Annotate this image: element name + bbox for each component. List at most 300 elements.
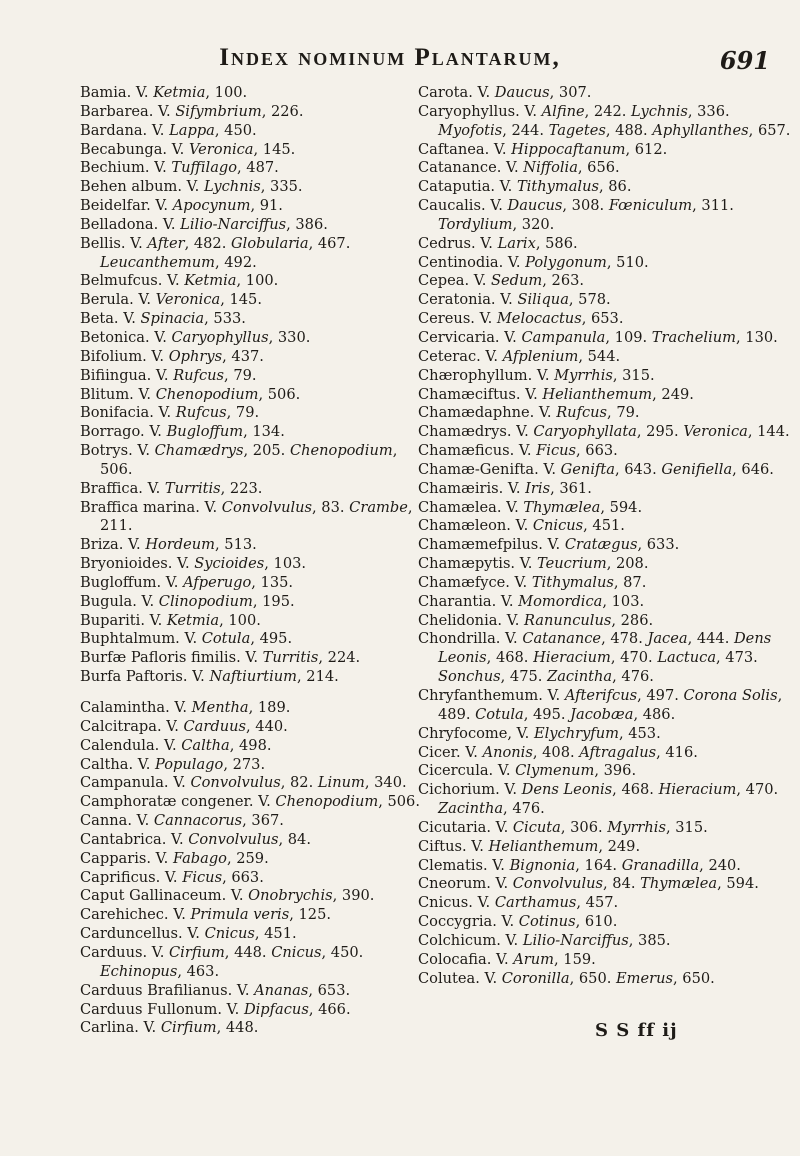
entry-text: , 159. xyxy=(554,950,596,968)
index-entry xyxy=(418,819,798,838)
entry-text: Ceterac. V. xyxy=(418,347,503,365)
index-entry xyxy=(80,756,430,775)
cross-reference: Chenopodium xyxy=(289,442,393,460)
cross-reference: Genifiella xyxy=(661,460,733,478)
cross-reference: Fabago xyxy=(172,849,227,867)
cross-reference: Ficus xyxy=(182,868,223,886)
index-entry xyxy=(80,630,430,649)
index-entry xyxy=(80,555,430,574)
entry-text: , 244. xyxy=(502,121,549,139)
cross-reference: Hieracium xyxy=(533,649,611,667)
entry-text: Carduus Brafilianus. V. xyxy=(80,981,255,999)
entry-text: Carduus Fullonum. V. xyxy=(80,1000,244,1018)
entry-text: , 486. xyxy=(633,705,676,723)
entry-text: Capparis. V. xyxy=(80,849,173,867)
index-entry xyxy=(418,593,798,612)
entry-text: , 646. xyxy=(732,460,774,478)
cross-reference: Zacintha xyxy=(547,668,613,686)
entry-text: , 390. xyxy=(332,887,375,905)
entry-text: , 214. xyxy=(297,668,339,686)
entry-text: Clematis. V. xyxy=(418,856,510,874)
cross-reference: Cotula xyxy=(475,705,524,723)
index-entry xyxy=(418,574,798,593)
index-entry xyxy=(80,574,430,593)
index-entry xyxy=(418,423,798,442)
index-entry xyxy=(418,725,798,744)
entry-text: Behen album. V. xyxy=(80,178,204,196)
cross-reference: Convolvulus xyxy=(188,830,279,848)
cross-reference: Ketmia xyxy=(184,272,237,290)
cross-reference: Anonis xyxy=(482,743,533,761)
cross-reference: Jacobæa xyxy=(570,705,634,723)
entry-text: Chamæ-Genifta. V. xyxy=(418,460,561,478)
index-entry xyxy=(418,536,798,555)
index-entry xyxy=(80,310,430,329)
entry-text: , 440. xyxy=(246,717,288,735)
index-entry xyxy=(418,103,798,141)
cross-reference: Lychnis xyxy=(203,178,261,196)
entry-text: Chamædrys. V. xyxy=(418,423,534,441)
index-entry xyxy=(80,480,430,499)
index-entry xyxy=(418,367,798,386)
index-column-left xyxy=(80,84,430,1038)
page-number: 691 xyxy=(719,46,770,75)
entry-text: Campanula. V. xyxy=(80,774,191,792)
cross-reference: Mentha xyxy=(191,699,249,716)
cross-reference: Primula veris xyxy=(190,906,290,924)
entry-text: , 134. xyxy=(243,423,285,441)
index-entry xyxy=(418,141,798,160)
entry-text: Carehichec. V. xyxy=(80,906,191,924)
cross-reference: Alfine xyxy=(541,102,585,120)
entry-text: , 224. xyxy=(318,649,361,667)
cross-reference: Tithymalus xyxy=(516,178,599,196)
entry-text: , 336. xyxy=(687,102,730,120)
cross-reference: Afterifcus xyxy=(564,687,638,704)
entry-text: , 307. xyxy=(549,84,592,101)
entry-text: Burfa Paftoris. V. xyxy=(80,668,210,686)
entry-text: , 335. xyxy=(260,178,303,196)
cross-reference: Ketmia xyxy=(153,84,206,101)
entry-text: , 467. xyxy=(308,234,351,252)
entry-text: Charantia. V. xyxy=(418,592,519,610)
index-entry xyxy=(418,762,798,781)
entry-text: , 470. xyxy=(736,781,779,799)
entry-text: , 86. xyxy=(598,178,632,196)
entry-text: Chamæiris. V. xyxy=(418,479,526,497)
cross-reference: Thymælea xyxy=(523,498,601,516)
entry-text: Bardana. V. xyxy=(80,121,170,139)
entry-text: , 361. xyxy=(550,479,592,497)
entry-text: , 83. xyxy=(312,498,350,516)
cross-reference: Lappa xyxy=(169,121,215,139)
entry-text: , 125. xyxy=(289,906,331,924)
entry-text: Cepea. V. xyxy=(418,272,492,290)
cross-reference: Melocactus xyxy=(496,310,582,328)
cross-reference: Hordeum xyxy=(145,536,216,554)
index-entry xyxy=(80,499,430,537)
index-entry xyxy=(80,386,430,405)
entry-text: Chondrilla. V. xyxy=(418,630,523,648)
entry-text: Cneorum. V. xyxy=(418,875,513,893)
index-entry xyxy=(80,906,430,925)
cross-reference: Bugloffum xyxy=(166,423,244,441)
cross-reference: Dens Leonis xyxy=(521,781,613,799)
cross-reference: Tuffilago xyxy=(171,159,238,177)
entry-text: Cicer. V. xyxy=(418,743,483,761)
entry-text: Buphtalmum. V. xyxy=(80,630,202,648)
cross-reference: Ophrys xyxy=(168,347,223,365)
cross-reference: Niffolia xyxy=(523,159,578,177)
index-entry xyxy=(80,348,430,367)
entry-text: , 612. xyxy=(625,140,668,158)
index-entry xyxy=(80,850,430,869)
index-entry xyxy=(80,869,430,888)
entry-text: , 650. xyxy=(569,969,617,987)
entry-text: Botrys. V. xyxy=(80,442,155,460)
cross-reference: Zacintha xyxy=(438,800,504,818)
entry-text: , 476. xyxy=(503,800,545,818)
entry-text: Canna. V. xyxy=(80,812,154,830)
index-entry xyxy=(80,593,430,612)
entry-text: Burfæ Pafloris fimilis. V. xyxy=(80,649,263,667)
index-column-right xyxy=(418,84,798,989)
index-entry xyxy=(80,1001,430,1020)
entry-text: , 473. xyxy=(716,649,758,667)
entry-text: Carduus. V. xyxy=(80,943,170,961)
cross-reference: Myrrhis xyxy=(607,818,666,836)
entry-text: Bupariti. V. xyxy=(80,611,167,629)
cross-reference: Sycioides xyxy=(194,555,265,573)
cross-reference: Ananas xyxy=(254,981,309,999)
entry-text: Bellis. V. xyxy=(80,234,148,252)
entry-text: , 451. xyxy=(254,925,297,943)
index-entry xyxy=(80,612,430,631)
entry-text: , 100. xyxy=(205,84,248,101)
cross-reference: Aphyllanthes xyxy=(652,121,749,139)
entry-text: Chryfanthemum. V. xyxy=(418,687,565,704)
cross-reference: Granadilla xyxy=(621,856,700,874)
entry-text: , 91. xyxy=(250,197,283,215)
entry-text: Briza. V. xyxy=(80,536,146,554)
entry-text: Ceratonia. V. xyxy=(418,291,518,309)
index-entry xyxy=(80,122,430,141)
cross-reference: Fœniculum xyxy=(608,197,693,215)
entry-text: , 476. xyxy=(612,668,654,686)
entry-text: , 450. xyxy=(321,943,364,961)
index-entry xyxy=(80,737,430,756)
entry-text: , 468. xyxy=(486,649,534,667)
cross-reference: Momordica xyxy=(518,592,603,610)
entry-text: Bifiingua. V. xyxy=(80,366,174,384)
cross-reference: Cicuta xyxy=(512,818,561,836)
entry-text: , 386. xyxy=(286,215,328,233)
entry-text: , 205. xyxy=(243,442,290,460)
entry-text: Belladona. V. xyxy=(80,215,181,233)
entry-text: , 87. xyxy=(613,573,647,591)
cross-reference: Aftragalus xyxy=(579,743,657,761)
index-entry xyxy=(80,831,430,850)
entry-text: , 478. xyxy=(601,630,648,648)
entry-text: , 84. xyxy=(278,830,311,848)
entry-text: Cereus. V. xyxy=(418,310,497,328)
index-entry xyxy=(418,951,798,970)
entry-text: Beta. V. xyxy=(80,310,141,328)
entry-text: Carota. V. xyxy=(418,84,495,101)
cross-reference: Polygonum xyxy=(525,253,607,271)
cross-reference: Convolvulus xyxy=(190,774,281,792)
index-entry xyxy=(418,442,798,461)
entry-text: , 497. xyxy=(637,687,684,704)
cross-reference: Rufcus xyxy=(556,404,608,422)
entry-text: Centinodia. V. xyxy=(418,253,526,271)
entry-text: Bonifacia. V. xyxy=(80,404,176,422)
index-entry xyxy=(80,291,430,310)
index-entry xyxy=(80,1019,430,1038)
entry-text: , 495. xyxy=(250,630,293,648)
entry-text: , 130. xyxy=(736,328,778,346)
entry-text: Braffica. V. xyxy=(80,479,165,497)
cross-reference: Ficus xyxy=(536,442,577,460)
entry-text: , 663. xyxy=(576,442,618,460)
cross-reference: Elychryfum xyxy=(533,724,619,742)
entry-text: Braffica marina. V. xyxy=(80,498,222,516)
entry-text: , 100. xyxy=(219,611,261,629)
cross-reference: Campanula xyxy=(521,328,606,346)
cross-reference: Myofotis xyxy=(438,121,503,139)
index-entry xyxy=(418,630,798,687)
cross-reference: Hippocaftanum xyxy=(511,140,626,158)
entry-text: , 453. xyxy=(618,724,661,742)
cross-reference: Onobrychis xyxy=(248,887,333,905)
cross-reference: Populago xyxy=(155,755,224,773)
entry-text: , 468. xyxy=(612,781,659,799)
cross-reference: Convolvulus xyxy=(512,875,603,893)
entry-text: Bugula. V. xyxy=(80,592,159,610)
entry-text: Colutea. V. xyxy=(418,969,502,987)
index-entry xyxy=(80,668,430,687)
cross-reference: Cannacorus xyxy=(153,812,243,830)
entry-text: Bamia. V. xyxy=(80,84,154,101)
cross-reference: Cnicus xyxy=(271,943,322,961)
cross-reference: Arum xyxy=(513,950,555,968)
index-entry xyxy=(418,499,798,518)
cross-reference: Cnicus xyxy=(532,517,584,535)
entry-text: Beidelfar. V. xyxy=(80,197,173,215)
entry-text: , 492. xyxy=(214,253,257,271)
index-entry xyxy=(418,159,798,178)
entry-text: Chamædaphne. V. xyxy=(418,404,557,422)
entry-text: , 306. xyxy=(560,818,608,836)
entry-text: , 295. xyxy=(636,423,684,441)
entry-text: , 195. xyxy=(252,592,295,610)
entry-text: , 663. xyxy=(222,868,264,886)
entry-text: Colocafia. V. xyxy=(418,950,514,968)
entry-text: , 211. xyxy=(100,498,413,535)
index-entry xyxy=(418,555,798,574)
entry-text: Chamæficus. V. xyxy=(418,442,537,460)
entry-text: , 487. xyxy=(237,159,279,177)
entry-text: , 308. xyxy=(562,197,609,215)
entry-text: Coccygria. V. xyxy=(418,913,519,931)
entry-text: , 315. xyxy=(665,818,708,836)
cross-reference: Spinacia xyxy=(140,310,205,328)
entry-text: , 448. xyxy=(216,1019,259,1037)
cross-reference: Catanance xyxy=(522,630,602,648)
cross-reference: Leucanthemum xyxy=(100,253,215,271)
cross-reference: Cotinus xyxy=(518,913,576,931)
entry-text: , 416. xyxy=(656,743,698,761)
cross-reference: Myrrhis xyxy=(554,366,613,384)
index-entry xyxy=(418,348,798,367)
entry-text: , 450. xyxy=(214,121,257,139)
index-entry xyxy=(418,461,798,480)
entry-text: , 544. xyxy=(578,347,621,365)
cross-reference: Lilio-Narciffus xyxy=(522,931,629,949)
index-entry xyxy=(80,103,430,122)
entry-text: , 451. xyxy=(583,517,625,535)
index-entry xyxy=(418,970,798,989)
entry-text: , 79. xyxy=(607,404,640,422)
cross-reference: Iris xyxy=(525,479,551,497)
entry-text: , 367. xyxy=(242,812,284,830)
entry-text: , 482. xyxy=(184,234,231,252)
cross-reference: Larix xyxy=(497,234,536,252)
index-entry xyxy=(80,925,430,944)
entry-text: , 470. xyxy=(610,649,658,667)
cross-reference: Thymælea xyxy=(640,875,718,893)
entry-text: Bechium. V. xyxy=(80,159,172,177)
entry-text: , 311. xyxy=(692,197,734,215)
cross-reference: Sonchus xyxy=(438,668,501,686)
page-title: Index nominum Plantarum, xyxy=(219,44,561,71)
cross-reference: Cotula xyxy=(201,630,251,648)
cross-reference: Coronilla xyxy=(501,969,570,987)
entry-text: , 340. xyxy=(364,774,407,792)
index-entry xyxy=(418,480,798,499)
index-entry xyxy=(80,944,430,982)
cross-reference: Ranunculus xyxy=(523,611,612,629)
cross-reference: Clinopodium xyxy=(158,592,253,610)
entry-text: Borrago. V. xyxy=(80,423,167,441)
entry-text: Chærophyllum. V. xyxy=(418,366,555,384)
entry-text: , 208. xyxy=(606,555,649,573)
cross-reference: Cratægus xyxy=(564,536,638,554)
index-entry xyxy=(80,159,430,178)
entry-text: Barbarea. V. xyxy=(80,102,176,120)
index-entry xyxy=(418,235,798,254)
entry-text: , 103. xyxy=(264,555,307,573)
index-entry xyxy=(80,793,430,812)
cross-reference: Caryophyllus xyxy=(171,328,269,346)
cross-reference: Veronica xyxy=(188,140,254,158)
index-entry xyxy=(80,178,430,197)
entry-text: , 263. xyxy=(542,272,585,290)
entry-text: , 653. xyxy=(581,310,624,328)
index-entry xyxy=(418,254,798,273)
index-entry xyxy=(80,982,430,1001)
entry-text: Betonica. V. xyxy=(80,328,172,346)
entry-text: , 135. xyxy=(251,573,294,591)
entry-text: , 330. xyxy=(268,328,311,346)
index-entry xyxy=(418,744,798,763)
cross-reference: Tagetes xyxy=(548,121,606,139)
index-entry xyxy=(418,329,798,348)
index-entry xyxy=(418,517,798,536)
entry-text: Cervicaria. V. xyxy=(418,328,522,346)
entry-text: , 320. xyxy=(512,215,555,233)
index-entry xyxy=(80,536,430,555)
cross-reference: Lilio-Narciffus xyxy=(180,215,287,233)
cross-reference: Afperugo xyxy=(183,573,252,591)
entry-text: Caryophyllus. V. xyxy=(418,102,542,120)
entry-text: , 498. xyxy=(229,736,272,754)
entry-text: , 650. xyxy=(673,969,715,987)
cross-reference: Clymenum xyxy=(515,762,595,780)
cross-reference: Tordylium xyxy=(438,215,513,233)
entry-text: , 79. xyxy=(226,404,260,422)
index-entry xyxy=(80,774,430,793)
entry-text: , 189. xyxy=(248,699,291,716)
entry-text: , 657. xyxy=(748,121,791,139)
entry-text: , 164. xyxy=(575,856,622,874)
entry-text: , 653. xyxy=(308,981,351,999)
cross-reference: Siliqua xyxy=(517,291,569,309)
index-entry xyxy=(418,386,798,405)
entry-text: Bryonioides. V. xyxy=(80,555,195,573)
entry-text: , 594. xyxy=(600,498,643,516)
cross-reference: Veronica xyxy=(683,423,748,441)
entry-text: Cantabrica. V. xyxy=(80,830,189,848)
index-entry xyxy=(418,932,798,951)
entry-text: , 223. xyxy=(220,479,263,497)
cross-reference: Daucus xyxy=(507,197,563,215)
index-entry xyxy=(80,699,430,718)
cross-reference: Linum xyxy=(317,774,365,792)
index-entry xyxy=(418,310,798,329)
entry-text: , 513. xyxy=(215,536,257,554)
index-entry xyxy=(80,84,430,103)
index-entry xyxy=(80,141,430,160)
index-entry xyxy=(80,404,430,423)
index-entry xyxy=(418,875,798,894)
cross-reference: Helianthemum xyxy=(542,385,653,403)
entry-text: Cicutaria. V. xyxy=(418,818,513,836)
cross-reference: Afplenium xyxy=(502,347,579,365)
signature-mark: S S ff ij xyxy=(595,1020,678,1041)
index-entry xyxy=(80,442,430,480)
cross-reference: Jacea xyxy=(647,630,688,648)
entry-text: Chamæfyce. V. xyxy=(418,573,532,591)
cross-reference: Corona Solis xyxy=(683,687,778,704)
cross-reference: Sedum xyxy=(491,272,543,290)
entry-text: Bifolium. V. xyxy=(80,347,169,365)
index-entry xyxy=(418,178,798,197)
entry-text: , 408. xyxy=(532,743,580,761)
entry-text: Chryfocome, V. xyxy=(418,724,534,742)
cross-reference: Turritis xyxy=(262,649,319,667)
index-entry xyxy=(418,687,798,725)
entry-text: Berula. V. xyxy=(80,291,156,309)
cross-reference: Caltha xyxy=(181,736,230,754)
entry-text: , 656. xyxy=(577,159,620,177)
entry-text: , 495. xyxy=(523,705,571,723)
entry-text: Caftanea. V. xyxy=(418,140,512,158)
entry-text: Carlina. V. xyxy=(80,1019,161,1037)
entry-text: , 109. xyxy=(605,328,652,346)
index-entry xyxy=(418,838,798,857)
entry-text: , 586. xyxy=(535,234,578,252)
